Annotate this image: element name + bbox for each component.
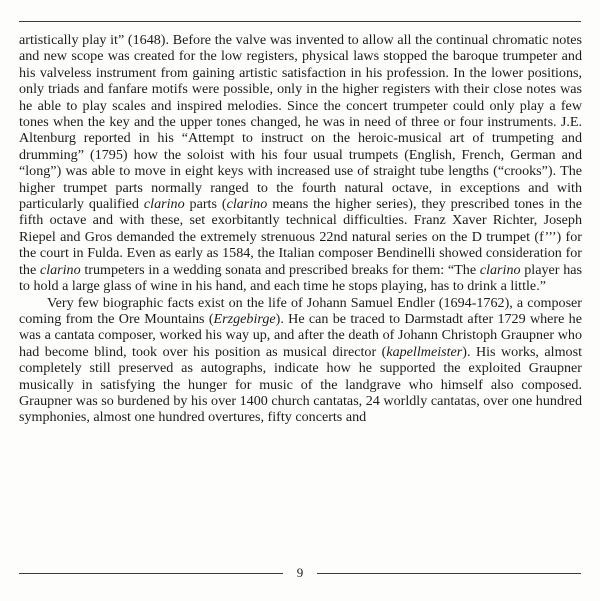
page-number: 9 [296,565,304,580]
italic-term: clarino [479,261,521,278]
page-footer [19,566,581,580]
page-body-text [19,32,582,426]
paragraph-trumpet-history: artistically play it” (1648). Before the valve was invented to allow all the continual chromatic notes and new scope was created for the low registers, physical laws stopped the baroque trumpeter and his valveless instrument from gaining artistic satisfaction in his profession. In the lower positions, only triads and fanfare motifs were possible, only in the higher registers with their close notes was he able to play scales and inspired melodies. Since the concert trumpeter could only play a few tones when the key and the upper tones changed, he was in need of three or four instruments. J.E. Altenburg reported in his “Attempt to instruct on the heroic-musical art of trumpeting and drumming” (1795) how the soloist with his four usual trumpets (English, French, German and “long”) was able to move in eight keys with increased use of straight tube lengths (“crooks”). The higher trumpet parts normally ranged to the fourth natural octave, in exceptions and with particularly qualified clarino parts (clarino means the higher series), they prescribed tones in the fifth octave and with these, set exorbitantly technical difficulties. Franz Xaver Richter, Joseph Riepel and Gros demanded the extremely strenuous 22nd natural series on the D trumpet (f’’’) for the court in Fulda. Even as early as 1584, the Italian composer Bendinelli showed consideration for the clarino trumpeters in a wedding sonata and prescribed breaks for them: “The clarino player has to hold a large glass of wine in his hand, and each time he stops playing, has to drink a little.” [19,32,582,295]
italic-term: clarino [39,261,81,278]
top-rule [19,21,581,22]
italic-term: clarino [143,196,185,213]
paragraph-endler-biography: Very few biographic facts exist on the life of Johann Samuel Endler (1694-1762), a composer coming from the Ore Mountains (Erzgebirge). He can be traced to Darmstadt after 1729 where he was a cantata composer, worked his way up, and after the death of Johann Christoph Graupner who had become blind, took over his position as musical director (kapellmeister). His works, almost completely still preserved as autographs, indicate how he supported the exploited Graupner musically in satisfying the hunger for music of the landgrave who himself also composed. Graupner was so burdened by his over 1400 church cantatas, 24 worldly cantatas, over one hundred symphonies, almost one hundred overtures, fifty concerts and [19,294,582,426]
footer-rule-right [317,573,581,574]
italic-term: kapellmeister [386,343,463,360]
italic-term: Erzgebirge [213,310,276,327]
italic-term: clarino [226,196,268,213]
footer-rule-left [19,573,283,574]
